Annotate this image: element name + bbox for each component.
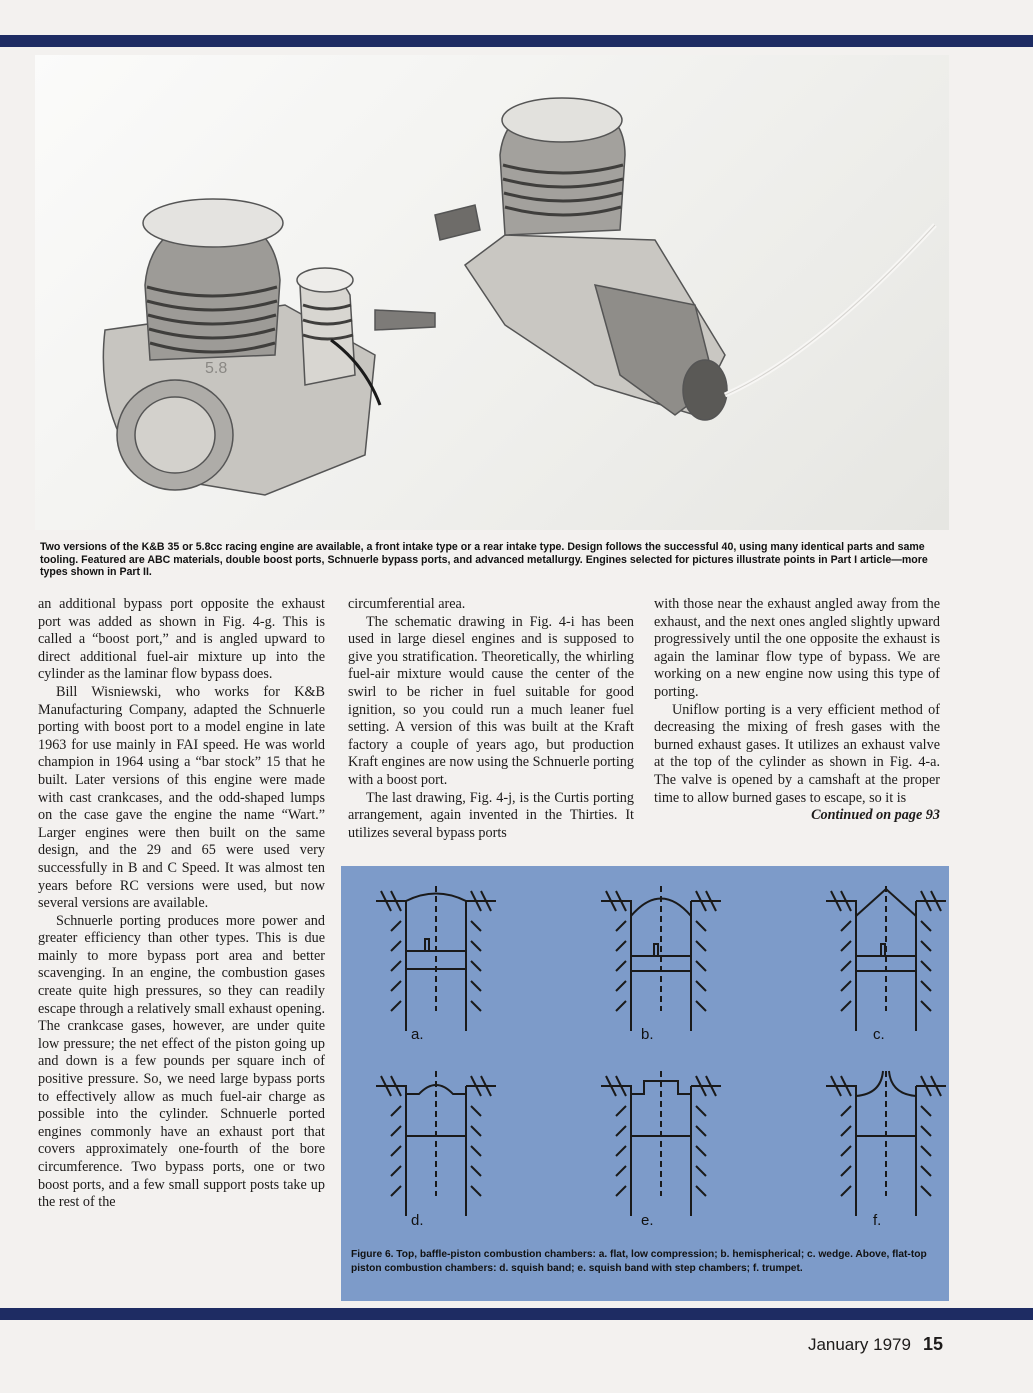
top-rule (0, 35, 1033, 47)
text-column-3 (654, 596, 940, 825)
figure-label-a: a. (411, 1026, 424, 1043)
page-footer (808, 1334, 943, 1355)
figure-label-f: f. (873, 1212, 882, 1229)
text-column-1 (38, 596, 325, 1212)
combustion-chamber-figure (341, 866, 949, 1301)
chamber-diagrams (341, 866, 949, 1246)
text-column-2 (348, 596, 634, 842)
paragraph: circumferential area. (348, 596, 466, 612)
engine-marking: 5.8 (205, 360, 228, 377)
figure-label-e: e. (641, 1212, 654, 1229)
photo-caption: Two versions of the K&B 35 or 5.8cc racing engine are available, a front intake type or a rear intake type. Design follows the successful 40, using many identical parts and same tooling. Featured are ABC materials, double boost ports, Schnuerle bypass ports, and advanced metallurgy. Engines selected for pictures illustrate points in Part I article—more types shown in Part II. (40, 541, 928, 579)
continued-note: Continued on page 93 (811, 807, 940, 824)
figure-label-d: d. (411, 1212, 424, 1229)
engine-illustration (35, 55, 949, 530)
figure-label-b: b. (641, 1026, 654, 1043)
issue-date: January 1979 (807, 1335, 911, 1354)
figure-label-c: c. (873, 1026, 885, 1043)
bottom-rule (0, 1308, 1033, 1320)
paragraph: The schematic drawing in Fig. 4-i has been used in large diesel engines and is supposed to give you stratification. Theoretically, the whirling fuel-air mixture would cause the center of the swirl to be richer in fuel suitable for good ignition, so you could run a much leaner fuel setting. A version of this was built at the Kraft factory a couple of years ago, but production Kraft engines are now using the Schnuerle porting with a boost port. (348, 613, 634, 788)
engine-photo (35, 55, 949, 530)
paragraph: Uniflow porting is a very efficient method of decreasing the mixing of fresh gases with the burned exhaust gases. It utilizes an exhaust valve at the top of the cylinder as shown in Fig. 4-a. The valve is opened by a camshaft at the proper time to allow burned gases to escape, so it is (654, 701, 940, 806)
figure-caption: Figure 6. Top, baffle-piston combustion chambers: a. flat, low compression; b. hemispherical; c. wedge. Above, flat-top piston combustion chambers: d. squish band; e. squish band with step chambers; f. trumpet. (351, 1249, 927, 1274)
paragraph: with those near the exhaust angled away from the exhaust, and the next ones angled slightly upward progressively until the one opposite the exhaust is again the laminar flow type of bypass. We are working on a new engine now using this type of porting. (654, 596, 940, 700)
paragraph: The last drawing, Fig. 4-j, is the Curtis porting arrangement, again invented in the Thirties. It utilizes several bypass ports (348, 789, 634, 841)
paragraph: Schnuerle porting produces more power and greater efficiency than other types. This is due mainly to more bypass port area and better scavenging. In an engine, the combustion gases create quite high pressures, so they can readily escape through a relatively small exhaust opening. The crankcase gases, however, are under quite low pressure; the net effect of the piston going up and down is a few pounds per square inch of positive pressure. So, we need large bypass ports to effectively allow as much fuel-air charge as possible into the cylinder. Schnuerle ported engines commonly have an exhaust port that covers approximately one-fourth of the bore circumference. Two bypass ports, one or two boost ports, and a few small support posts take up the rest of the (38, 912, 325, 1211)
page-number: 15 (922, 1334, 943, 1354)
paragraph: an additional bypass port opposite the exhaust port was added as shown in Fig. 4-g. This is called a “boost port,” and is angled upward to direct additional fuel-air mixture up into the cylinder as the laminar flow bypass does. (38, 596, 325, 683)
paragraph: Bill Wisniewski, who works for K&B Manufacturing Company, adapted the Schnuerle porting with boost port to a model engine in late 1963 for use mainly in FAI speed. He was world champion in 1964 using a “bar stock” 15 that he built. Later versions of this engine were made with cast crankcases, and the odd-shaped lumps on the case gave the engine the name “Wart.” Larger engines were then built on the same design, and the 29 and 65 were used very successfully in B and C Speed. It was almost ten years before RC versions were used, but now several versions are available. (38, 683, 325, 912)
